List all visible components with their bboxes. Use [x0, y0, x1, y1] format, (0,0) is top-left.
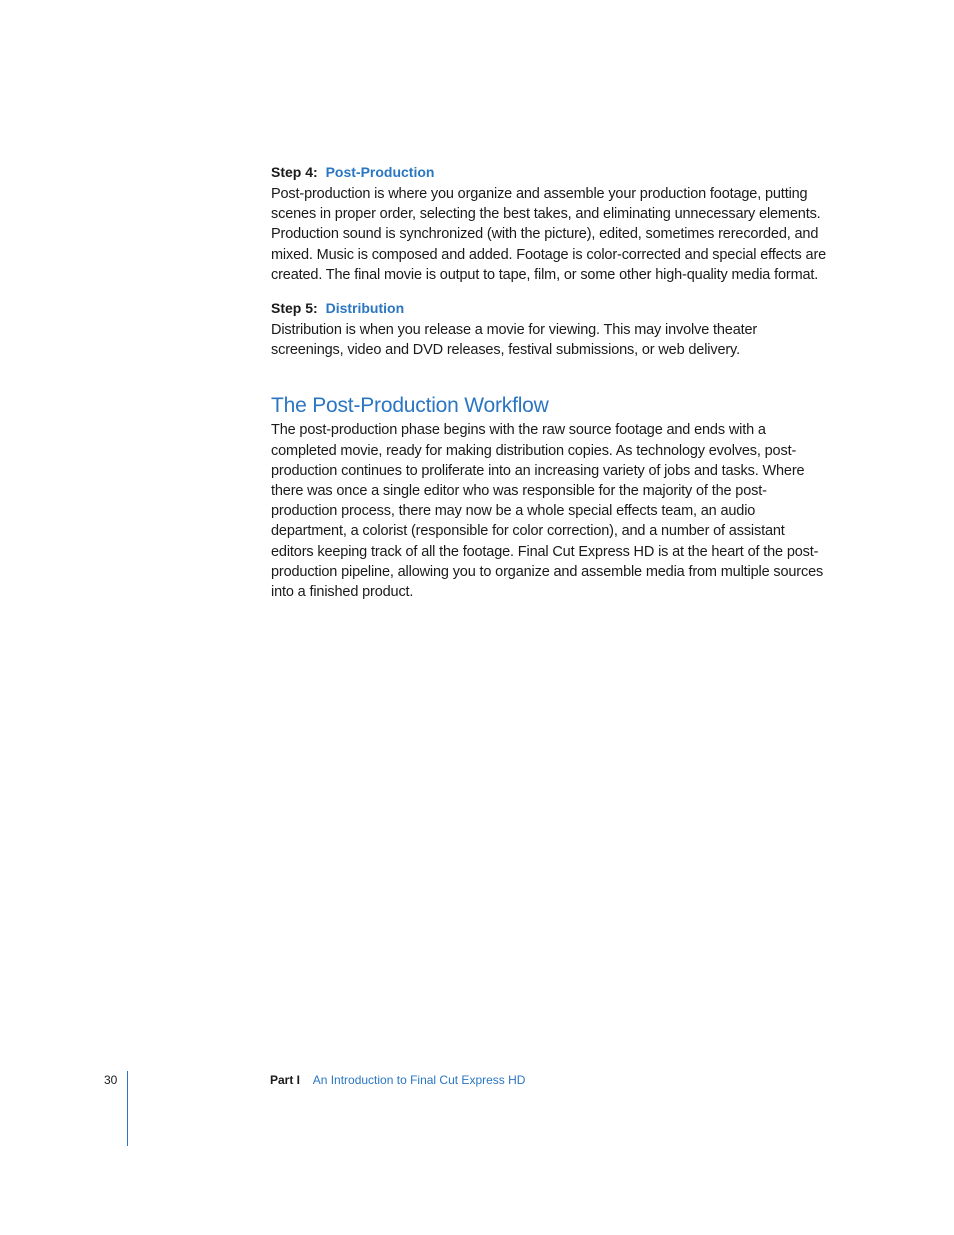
- workflow-section: [271, 420, 827, 602]
- step-4-name: Post-Production: [325, 164, 435, 180]
- footer-part-label: Part I: [270, 1073, 301, 1087]
- step-4-label: Step 4:: [271, 164, 318, 180]
- footer-divider: [127, 1071, 128, 1146]
- section-body: The post-production phase begins with the raw source footage and ends with a completed movie, ready for making distribution copies. As technology evolves, post-production continues to proliferate into an increasing variety of jobs and tasks. Where there was once a single editor who was responsible for the majority of the post-production process, there may now be a whole special effects team, an audio department, a colorist (responsible for color correction), and a number of assistant editors keeping track of all the footage. Final Cut Express HD is at the heart of the post-production pipeline, allowing you to organize and assemble media from multiple sources into a finished product.: [271, 422, 824, 601]
- section-title: The Post-Production Workflow: [271, 394, 549, 418]
- step-5-body: Distribution is when you release a movie for viewing. This may involve theater screenings, video and DVD releases, festival submissions, or web delivery.: [271, 322, 758, 359]
- step-5-section: [271, 298, 827, 360]
- step-5-label: Step 5:: [271, 300, 318, 317]
- step-4-heading: [271, 162, 827, 184]
- step-5-heading: [271, 298, 827, 320]
- footer-part: [270, 1072, 525, 1088]
- page-number: 30: [104, 1073, 118, 1087]
- page-content: [271, 160, 827, 602]
- step-5-name: Distribution: [325, 300, 405, 317]
- footer-part-title: An Introduction to Final Cut Express HD: [312, 1073, 526, 1087]
- step-4-body: Post-production is where you organize and assemble your production footage, putting scenes in proper order, selecting the best takes, and eliminating unnecessary elements. Production sound is synchronized (with the picture), edited, sometimes rerecorded, and mixed. Music is composed and added. Footage is color-corrected and special effects are created. The final movie is output to tape, film, or some other high-quality media format.: [271, 186, 827, 283]
- step-4-section: [271, 162, 827, 285]
